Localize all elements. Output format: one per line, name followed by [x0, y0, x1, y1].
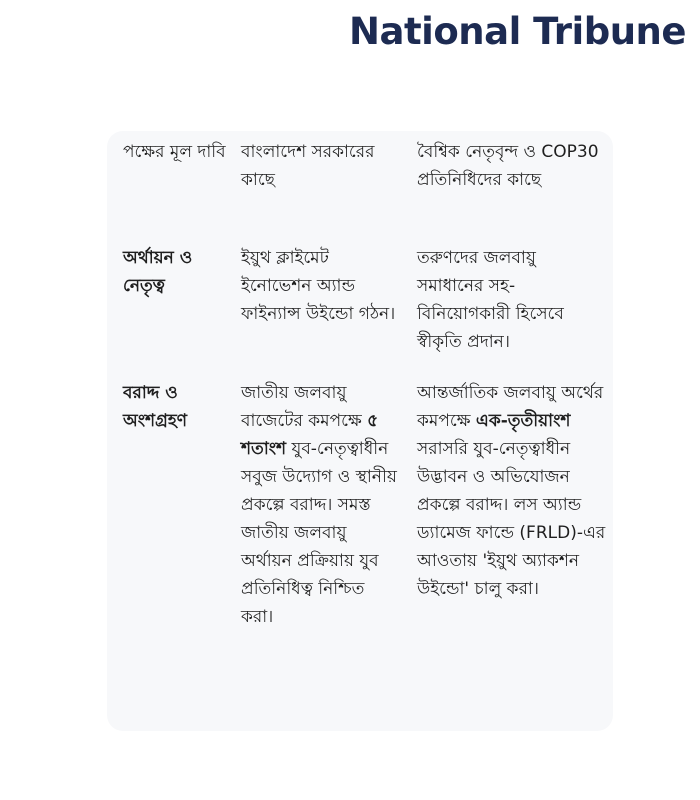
global-demand-text-1: আন্তর্জাতিক জলবায়ু অর্থের কমপক্ষে	[417, 383, 604, 431]
row-label-allocation-participation: বরাদ্দ ও অংশগ্রহণ	[123, 383, 188, 431]
global-demand-text-2: সরাসরি যুব-নেতৃত্বাধীন উদ্ভাবন ও অভিযোজন প্রকল্পে বরাদ্দ। লস অ্যান্ড ড্যামেজ ফান্ডে (FRLD)-এর আওতায় 'ইয়ুথ অ্যাকশন উইন্ডো' চালু করা।	[417, 439, 606, 599]
row-label-finance-leadership: অর্থায়ন ও নেতৃত্ব	[123, 248, 193, 296]
row-allocation-global-demand	[417, 379, 607, 603]
header-global-leaders: বৈশ্বিক নেতৃবৃন্দ ও COP30 প্রতিনিধিদের কাছে	[417, 142, 599, 190]
header-bangladesh-government: বাংলাদেশ সরকারের কাছে	[241, 142, 375, 190]
row-finance-gov-demand: ইয়ুথ ক্লাইমেট ইনোভেশন অ্যান্ড ফাইন্যান্স উইন্ডো গঠন।	[241, 248, 396, 324]
row-allocation-gov-demand	[241, 379, 401, 631]
row-finance-global-demand: তরুণদের জলবায়ু সমাধানের সহ-বিনিয়োগকারী হিসেবে স্বীকৃতি প্রদান।	[417, 248, 564, 352]
gov-demand-highlight: ৫ শতাংশ	[241, 411, 379, 459]
gov-demand-text-1: জাতীয় জলবায়ু বাজেটের কমপক্ষে	[241, 383, 368, 431]
brand-logo: National Tribune	[349, 10, 686, 53]
header-demands: পক্ষের মূল দাবি	[123, 142, 226, 162]
gov-demand-text-2: যুব-নেতৃত্বাধীন সবুজ উদ্যোগ ও স্থানীয় প্রকল্পে বরাদ্দ। সমস্ত জাতীয় জলবায়ু অর্থায়ন প্রক্রিয়ায় যুব প্রতিনিধিত্ব নিশ্চিত করা।	[241, 439, 397, 627]
global-demand-highlight: এক-তৃতীয়াংশ	[475, 411, 571, 431]
